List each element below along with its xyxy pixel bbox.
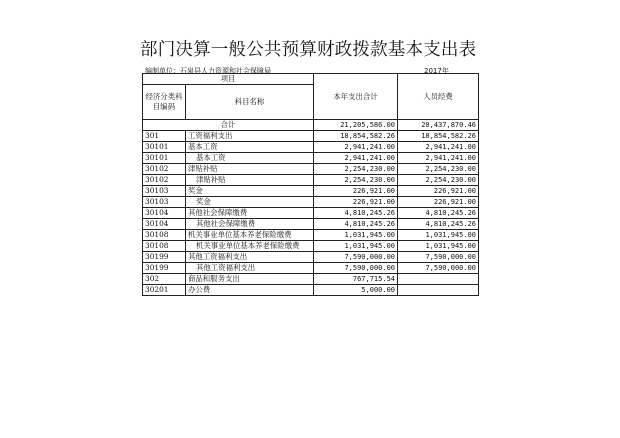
row-code: 302 [143, 274, 186, 285]
row-staff: 2,941,241.00 [398, 153, 479, 164]
total-amount: 21,205,586.00 [314, 120, 398, 131]
row-total: 18,854,582.26 [314, 131, 398, 142]
row-code: 30108 [143, 241, 186, 252]
header-total: 本年支出合计 [314, 74, 398, 120]
table-row [143, 197, 479, 208]
row-total: 226,921.00 [314, 197, 398, 208]
header-name: 科目名称 [186, 85, 314, 120]
row-name: 其他社会保障缴费 [186, 219, 314, 230]
row-total: 4,810,245.26 [314, 219, 398, 230]
row-staff: 7,590,000.00 [398, 263, 479, 274]
row-code: 30104 [143, 208, 186, 219]
table-row [143, 274, 479, 285]
report-title: 部门决算一般公共预算财政拨款基本支出表 [140, 40, 477, 60]
row-total: 2,941,241.00 [314, 153, 398, 164]
compiling-unit: 编制单位：石泉县人力资源和社会保障局 [145, 67, 271, 75]
row-staff: 1,031,945.00 [398, 241, 479, 252]
row-total: 7,590,000.00 [314, 252, 398, 263]
row-total: 226,921.00 [314, 186, 398, 197]
row-name: 奖金 [186, 186, 314, 197]
row-total: 767,715.54 [314, 274, 398, 285]
row-code: 30102 [143, 164, 186, 175]
total-label: 合计 [143, 120, 314, 131]
report-year: 2017年 [424, 67, 449, 75]
row-staff: 18,854,582.26 [398, 131, 479, 142]
row-name: 商品和服务支出 [186, 274, 314, 285]
row-name: 津贴补贴 [186, 164, 314, 175]
row-staff: 4,810,245.26 [398, 208, 479, 219]
row-name: 机关事业单位基本养老保险缴费 [186, 230, 314, 241]
row-name: 津贴补贴 [186, 175, 314, 186]
row-total: 2,254,230.00 [314, 175, 398, 186]
table-row [143, 241, 479, 252]
table-row [143, 153, 479, 164]
table-row [143, 208, 479, 219]
row-staff [398, 285, 479, 296]
expenditure-table [142, 73, 479, 296]
row-staff: 1,031,945.00 [398, 230, 479, 241]
table-row [143, 219, 479, 230]
header-row-1 [143, 74, 479, 85]
table-row [143, 164, 479, 175]
row-staff: 2,254,230.00 [398, 164, 479, 175]
total-staff-amount: 20,437,870.46 [398, 120, 479, 131]
row-name: 机关事业单位基本养老保险缴费 [186, 241, 314, 252]
row-staff: 226,921.00 [398, 197, 479, 208]
header-staff: 人员经费 [398, 74, 479, 120]
table-row [143, 285, 479, 296]
row-code: 30104 [143, 219, 186, 230]
row-code: 301 [143, 131, 186, 142]
table-row [143, 175, 479, 186]
row-total: 1,031,945.00 [314, 230, 398, 241]
row-code: 30199 [143, 263, 186, 274]
header-item: 项目 [143, 74, 314, 85]
row-staff: 226,921.00 [398, 186, 479, 197]
row-name: 奖金 [186, 197, 314, 208]
row-name: 工资福利支出 [186, 131, 314, 142]
row-name: 其他社会保障缴费 [186, 208, 314, 219]
row-staff: 2,254,230.00 [398, 175, 479, 186]
row-code: 30199 [143, 252, 186, 263]
row-total: 1,031,945.00 [314, 241, 398, 252]
row-total: 4,810,245.26 [314, 208, 398, 219]
row-code: 30201 [143, 285, 186, 296]
row-code: 30102 [143, 175, 186, 186]
row-code: 30108 [143, 230, 186, 241]
row-code: 30101 [143, 142, 186, 153]
row-code: 30103 [143, 186, 186, 197]
table-row [143, 186, 479, 197]
row-code: 30101 [143, 153, 186, 164]
row-name: 基本工资 [186, 153, 314, 164]
row-name: 办公费 [186, 285, 314, 296]
row-staff [398, 274, 479, 285]
row-total: 2,254,230.00 [314, 164, 398, 175]
table-row [143, 131, 479, 142]
row-name: 其他工资福利支出 [186, 252, 314, 263]
table-row [143, 252, 479, 263]
row-total: 7,590,000.00 [314, 263, 398, 274]
row-name: 其他工资福利支出 [186, 263, 314, 274]
table-row [143, 263, 479, 274]
row-code: 30103 [143, 197, 186, 208]
row-staff: 4,810,245.26 [398, 219, 479, 230]
row-staff: 7,590,000.00 [398, 252, 479, 263]
table-row [143, 142, 479, 153]
row-total: 2,941,241.00 [314, 142, 398, 153]
row-name: 基本工资 [186, 142, 314, 153]
header-code: 经济分类科目编码 [143, 85, 186, 120]
row-staff: 2,941,241.00 [398, 142, 479, 153]
table-row [143, 230, 479, 241]
total-row [143, 120, 479, 131]
row-total: 5,000.00 [314, 285, 398, 296]
